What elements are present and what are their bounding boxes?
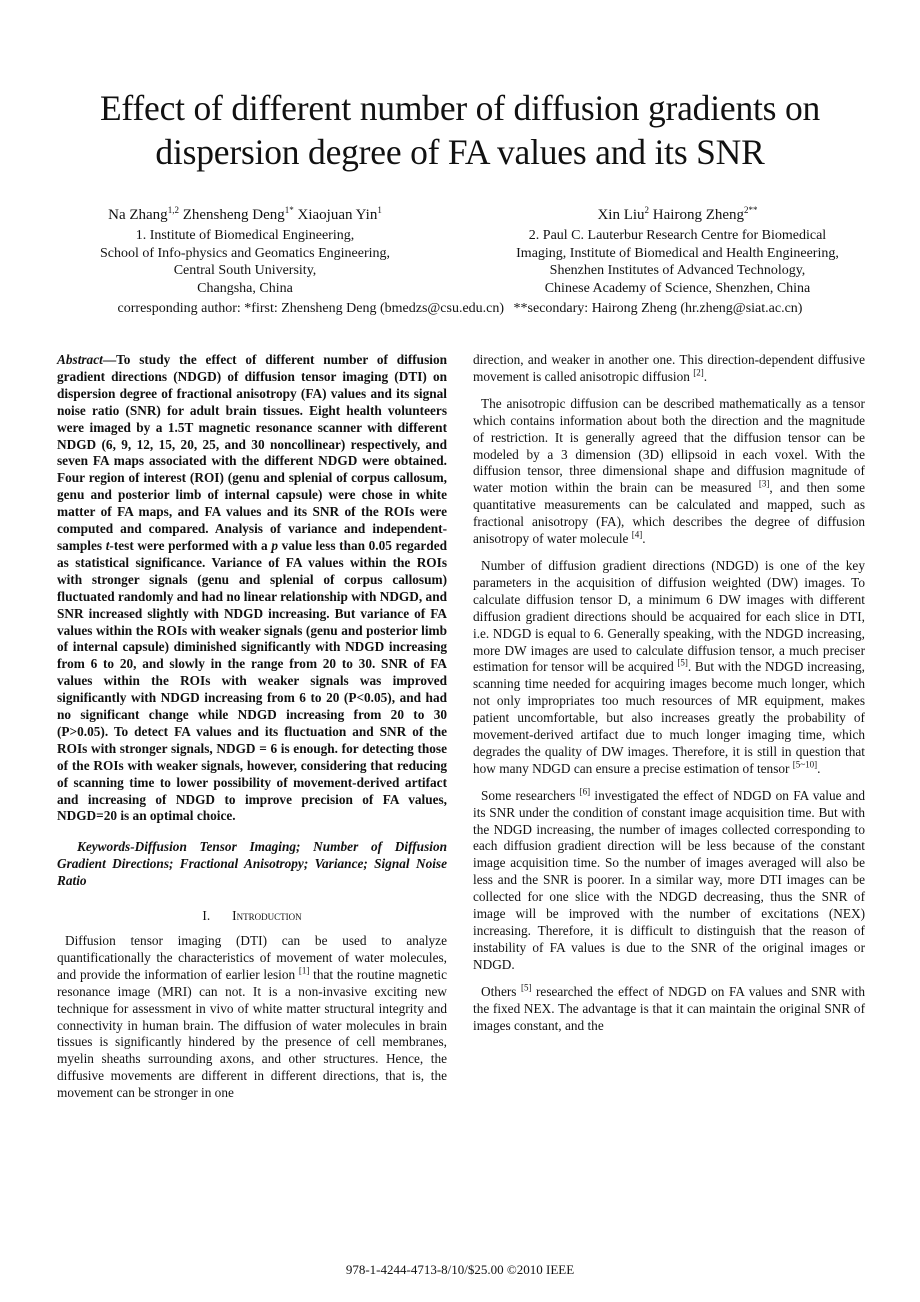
affiliation-line: Changsha, China xyxy=(197,280,293,296)
title-line-2: dispersion degree of FA values and its SNR xyxy=(155,132,765,172)
paragraph-text: , and then some quantitative measurements can be calculated and mapped, such as fractional anisotropy (FA), which describes the degree of diffusion anisotropy of water molecule xyxy=(473,480,866,547)
author-affil-sup: 1* xyxy=(284,205,294,215)
section-number: I. xyxy=(202,908,211,924)
affiliation-line: Central South University, xyxy=(173,263,317,279)
citation-ref: [1] xyxy=(298,965,310,976)
abstract-label: Abstract xyxy=(57,352,103,367)
affiliation-line: Shenzhen Institutes of Advanced Technology, xyxy=(549,263,806,279)
affiliation-line: 2. Paul C. Lauterbur Research Centre for Biomedical xyxy=(528,228,827,243)
author-affil-sup: 2 xyxy=(644,205,650,215)
citation-ref: [4] xyxy=(631,529,643,540)
intro-paragraph-5 xyxy=(473,984,865,1035)
citation-ref: [5~10] xyxy=(792,759,818,770)
corresponding-secondary: **secondary: Hairong Zheng (hr.zheng@siat.ac.cn) xyxy=(513,301,803,316)
affiliation-line: Imaging, Institute of Biomedical and Health Engineering, xyxy=(516,245,839,261)
paragraph-text: . xyxy=(703,368,708,384)
author-name: Na Zhang xyxy=(108,207,168,223)
author-name: Xiaojuan Yin xyxy=(297,207,378,223)
intro-paragraph-1 xyxy=(57,933,447,1102)
intro-paragraph-3 xyxy=(473,558,865,778)
abstract-t-italic: t xyxy=(105,537,110,553)
abstract-text: To study the effect of different number of diffusion gradient directions (NDGD) of diffusion tensor imaging (DTI) on dispersion degree of fractional anisotropy (FA) values and its signal noise ratio (SNR) for adult brain tissues. Eight health volunteers were imaged by a 1.5T magnetic resonance scanner with different NDGD (6, 9, 12, 15, 20, 25, and 30 noncollinear) respectively, and seven FA maps associated with the different NDGD were obtained. Four region of interest (ROI) (genu and splenial of corpus callosum, genu and posterior limb of internal capsule) were chose in white matter of FA maps, and FA values and its SNR of the ROIs were computed and compared. Analysis of variance and independent-samples xyxy=(57,352,447,553)
abstract xyxy=(57,352,447,825)
section-title: Introduction xyxy=(232,908,302,924)
affiliation-line: 1. Institute of Biomedical Engineering, xyxy=(135,228,355,243)
author-name: Xin Liu xyxy=(597,207,645,223)
paragraph-text: investigated the effect of NDGD on FA value and its SNR under the condition of constant image acquisition time. But with the NDGD increasing, the number of images collected corresponding to each diffusion gradient direction will be less because of the constant image acquisition time. So the number of images averaged will also be less and the SNR is poorer. In a similar way, more DTI images can be collected for one slice with the NDGD decreasing, thus the SNR of image will be improved with the number of excitations (NEX) increasing. Therefore, it is difficult to distinguish that the reason of instability of FA values is due to the SNR of the original images or NDGD. xyxy=(473,787,866,972)
author-name: Hairong Zheng xyxy=(652,207,745,223)
right-column xyxy=(473,352,865,1044)
paragraph-text: . xyxy=(817,760,821,776)
paragraph-text: direction, and weaker in another one. This direction-dependent diffusive movement is called anisotropic diffusion xyxy=(473,352,865,384)
intro-paragraph-4 xyxy=(473,788,865,974)
author-names-left xyxy=(55,205,435,225)
copyright-footer: 978-1-4244-4713-8/10/$25.00 ©2010 IEEE xyxy=(345,1262,575,1277)
paragraph-text: that the routine magnetic resonance image (MRI) can not. It is a non-invasive exciting new technique for assessment in vivo of white matter structural integrity and connectivity in human brain. The diffusion of water molecules in brain tissues is significantly hindered by the presence of cell membranes, myelin sheaths surrounding axons, and other structures. Hence, the diffusive movements are different in different directions, that is, the movement can be stronger in one xyxy=(57,966,447,1101)
citation-ref: [5] xyxy=(677,657,688,668)
citation-ref: [6] xyxy=(579,786,591,797)
paragraph-text: Some researchers xyxy=(481,787,580,803)
paragraph-text: Others xyxy=(481,983,521,999)
left-column xyxy=(57,352,447,1112)
citation-ref: [3] xyxy=(758,478,770,489)
author-affil-sup: 1,2 xyxy=(167,205,179,215)
author-affil-sup: 1 xyxy=(377,205,382,215)
author-names-right xyxy=(480,205,875,225)
paper-title xyxy=(40,86,880,174)
paragraph-text: The anisotropic diffusion can be described mathematically as a tensor which contains information about both the direction and the magnitude of restriction. It is generally agreed that the diffusion tensor can be modeled by a 3 dimension (3D) ellipsoid in each voxel. With the diffusion tensor, three dimensional shape and diffusion magnitude of water motion within the brain can be measured xyxy=(473,395,865,496)
paragraph-text: researched the effect of NDGD on FA values and SNR with the fixed NEX. The advantage is that it can maintain the original SNR of images constant, and the xyxy=(473,983,865,1033)
affiliation-line: Chinese Academy of Science, Shenzhen, China xyxy=(544,280,811,296)
paragraph-text: Diffusion tensor imaging (DTI) can be used to analyze quantificationally the characteristics of movement of water molecules, and provide the information of earlier lesion xyxy=(57,933,447,982)
abstract-text: -test were performed with a xyxy=(109,537,272,553)
paragraph-text: . xyxy=(642,531,646,547)
author-name: Zhensheng Deng xyxy=(182,207,285,223)
abstract-text: value less than 0.05 regarded as statistical significance. Variance of FA values within the ROIs with stronger signals (genu and splenial of corpus callosum) fluctuated randomly and had no linear relationship with NDGD, and SNR increased slightly with NDGD increasing. But variance of FA values within the ROIs with weaker signals (genu and posterior limb of internal capsule) diminished significantly with NDGD increasing from 6 to 20, and slowly in the range from 20 to 30. SNR of FA values within the ROIs with weaker signals was improved significantly with NDGD increasing from 6 to 20 (P<0.05), and had no significant change while NDGD increasing from 20 to 30 (P>0.05). To detect FA values and its fluctuation and SNR of the ROIs with stronger signals, NDGD = 6 is enough. for detecting those of the ROIs with weaker signals, however, considering that reducing of scanning time to lower possibility of movement-derived artifact and increasing of NDGD to improve precision of FA values, NDGD=20 is an optimal choice. xyxy=(57,537,448,824)
title-line-1: Effect of different number of diffusion gradients on xyxy=(99,88,821,128)
citation-ref: [5] xyxy=(520,982,532,993)
author-affil-sup: 2** xyxy=(744,205,758,215)
keywords: Keywords-Diffusion Tensor Imaging; Number of Diffusion Gradient Directions; Fractional Anisotropy; Variance; Signal Noise Ratio xyxy=(57,839,447,889)
abstract-dash: — xyxy=(102,352,117,367)
paragraph-text: Number of diffusion gradient directions (NDGD) is one of the key parameters in the acquisition of diffusion weighted (DW) images. To calculate diffusion tensor D, a minimum 6 DW images with different diffusion gradient directions should be acquaired for each slice in DTI, i.e. NDGD is equal to 6. Generally speaking, with the NDGD increasing, more DW images are used to calculate diffusion tensor, a much preciser estimation for tensor will be acquired xyxy=(473,557,865,675)
abstract-p-italic: p xyxy=(271,537,278,553)
intro-paragraph-1-continued xyxy=(473,352,865,386)
section-heading-introduction xyxy=(57,908,447,925)
intro-paragraph-2 xyxy=(473,396,865,548)
authors-right xyxy=(480,205,875,297)
affiliation-line: School of Info-physics and Geomatics Engineering, xyxy=(99,245,391,261)
corresponding-first: corresponding author: *first: Zhensheng Deng (bmedzs@csu.edu.cn) xyxy=(117,301,505,316)
citation-ref: [2] xyxy=(693,367,704,378)
paragraph-text: . But with the NDGD increasing, scanning time needed for acquiring images become much longer, which not only impropriates too much resources of MR equipment, makes patient uncomfortable, but also increases greatly the probability of movement-derived artifact due to much longer imaging time, which degrades the quality of DW images. Therefore, it is still in question that how many NDGD can ensure a precise estimation of tensor xyxy=(473,659,865,776)
corresponding-authors xyxy=(0,300,920,317)
authors-left xyxy=(55,205,435,297)
